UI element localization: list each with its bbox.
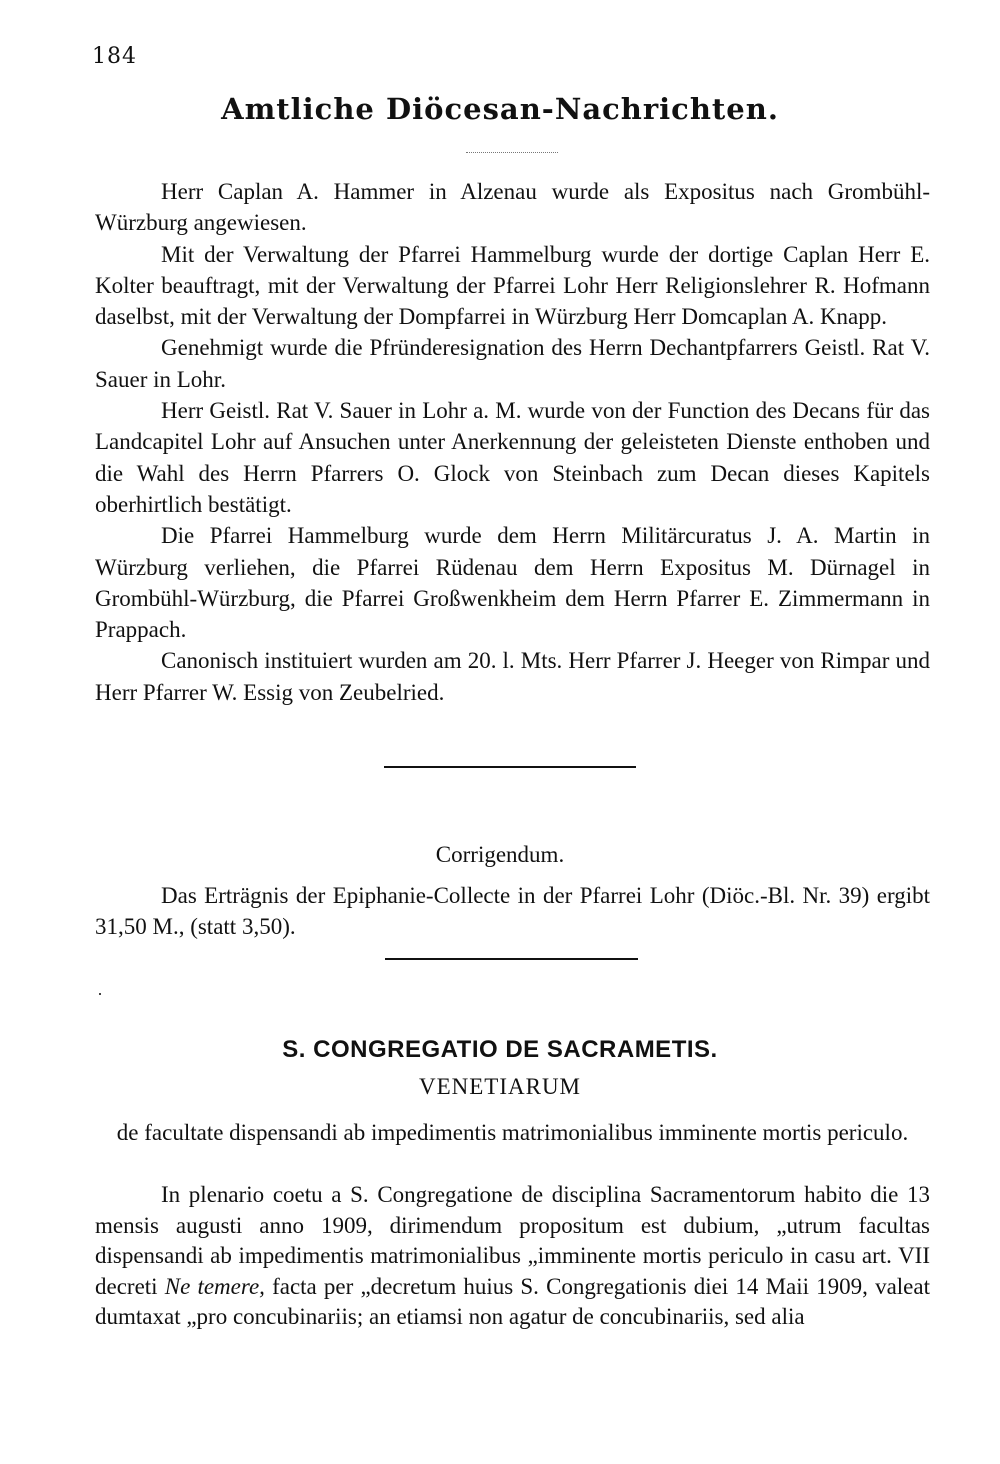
diocesan-news-section	[95, 176, 930, 708]
decree-text-end: facta per „decretum huius S. Congregationis diei 14 Maii 1909, valeat dumtaxat „pro concubinariis; an etiamsi non agatur de concubinariis, sed alia	[95, 1273, 930, 1329]
news-paragraph: Canonisch instituiert wurden am 20. l. Mts. Herr Pfarrer J. Heeger von Rimpar und Herr Pfarrer W. Essig von Zeubelried.	[95, 648, 930, 705]
congregation-heading: S. CONGREGATIO DE SACRAMETIS.	[282, 1036, 718, 1063]
news-paragraph: Die Pfarrei Hammelburg wurde dem Herrn Militärcuratus J. A. Martin in Würzburg verliehen, die Pfarrei Rüdenau dem Herrn Expositus M. Dürnagel in Grombühl-Würzburg, die Pfarrei Großwenkheim dem Herrn Pfarrer E. Zimmermann in Prappach.	[95, 523, 930, 643]
corrigendum-section	[95, 880, 930, 943]
title-ornament-rule	[466, 152, 558, 153]
corrigendum-heading: Corrigendum.	[435, 842, 565, 867]
decree-paragraph	[95, 1180, 930, 1333]
decree-title: de facultate dispensandi ab impedimentis matrimonialibus imminente mortis periculo.	[116, 1120, 909, 1145]
section-divider	[385, 958, 638, 960]
news-paragraph: Herr Geistl. Rat V. Sauer in Lohr a. M. wurde von der Function des Decans für das Landcapitel Lohr auf Ansuchen unter Anerkennung der geleisteten Dienste enthoben und die Wahl des Herrn Pfarrers O. Glock von Steinbach zum Decan dieses Kapitels oberhirtlich bestätigt.	[95, 398, 930, 517]
congregation-subheading: VENETIARUM	[418, 1074, 582, 1099]
section-divider	[384, 766, 636, 768]
news-paragraph: Herr Caplan A. Hammer in Alzenau wurde als Expositus nach Grombühl-Würzburg angewiesen.	[95, 179, 930, 236]
corrigendum-text: Das Erträgnis der Epiphanie-Collecte in der Pfarrei Lohr (Diöc.-Bl. Nr. 39) ergibt 31,50 M., (statt 3,50).	[95, 883, 930, 940]
page-number: 184	[92, 44, 137, 69]
page-title: Amtliche Diöcesan-Nachrichten.	[221, 92, 779, 126]
decree-body	[95, 1180, 930, 1333]
decree-text-start: In plenario coetu a S. Congregatione de disciplina Sacramentorum habito die 13 mensis augusti anno 1909, dirimendum propositum est dubium, „utrum facultas dispensandi ab impedimentis matrimonialibus „imminente mortis periculo in casu art. VII decreti	[95, 1182, 930, 1299]
decree-italic-phrase: Ne temere,	[164, 1273, 265, 1299]
print-speck	[99, 993, 101, 995]
news-paragraph: Genehmigt wurde die Pfründeresignation des Herrn Dechantpfarrers Geistl. Rat V. Sauer in Lohr.	[95, 335, 930, 392]
news-paragraph: Mit der Verwaltung der Pfarrei Hammelburg wurde der dortige Caplan Herr E. Kolter beauftragt, mit der Verwaltung der Pfarrei Lohr Herr Religionslehrer R. Hofmann daselbst, mit der Verwaltung der Dompfarrei in Würzburg Herr Domcaplan A. Knapp.	[95, 241, 930, 330]
